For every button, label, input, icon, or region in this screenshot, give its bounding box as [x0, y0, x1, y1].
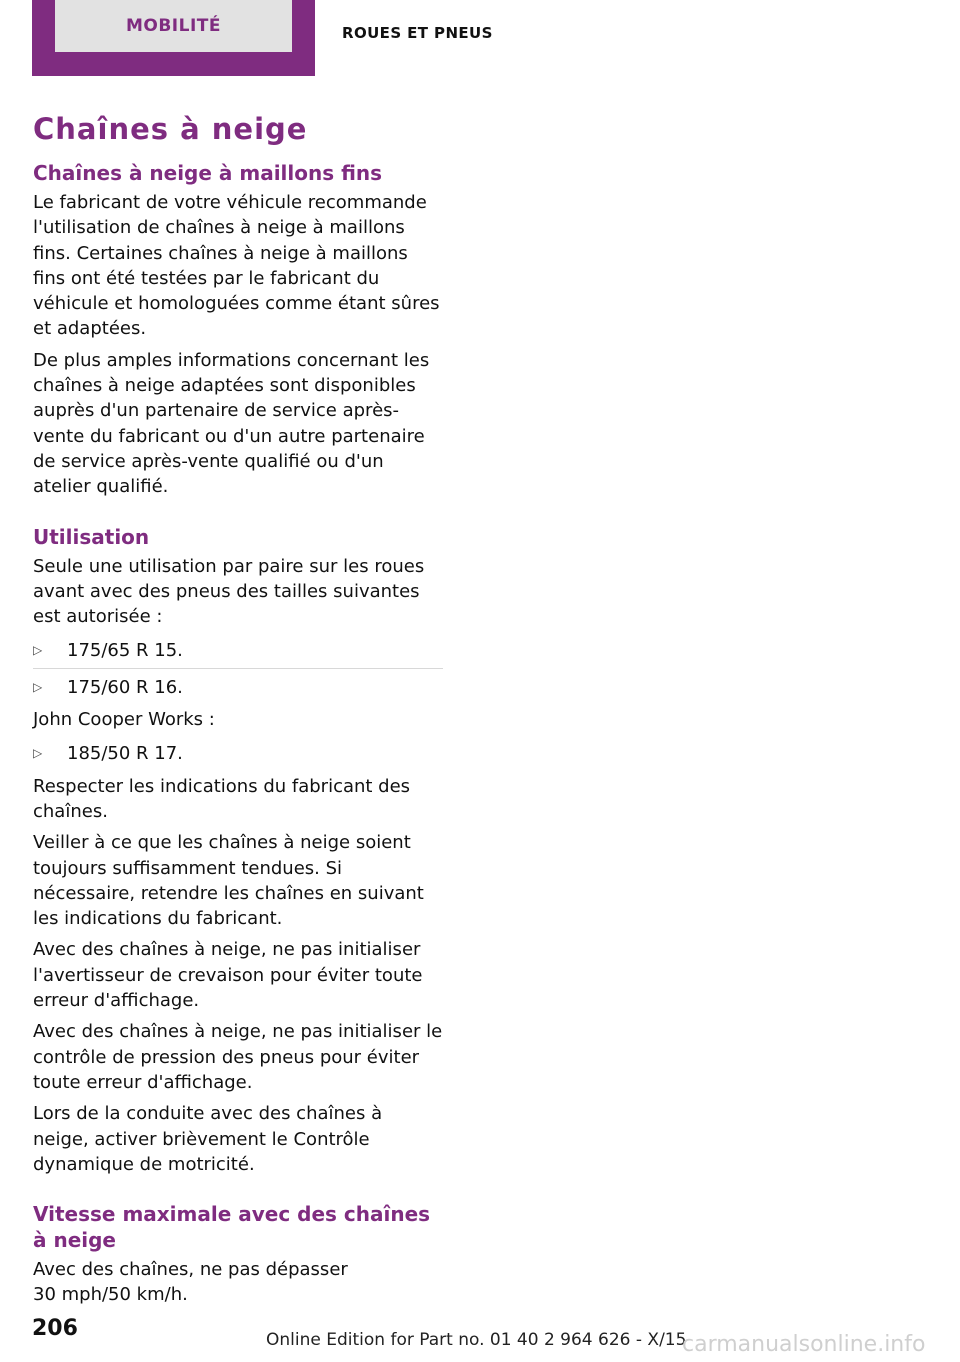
tire-size-list	[33, 635, 443, 704]
subsection-heading-max-speed: Vitesse maximale avec des chaînes à neige	[33, 1202, 431, 1253]
triangle-bullet-icon: ▷	[33, 746, 43, 761]
jcw-tire-size-list	[33, 738, 443, 770]
paragraph-recommendation: Le fabricant de votre véhicule recommande l'utilisation de chaînes à neige à maillons fins. Certaines chaînes à neige à maillons fins ont été testées par le fabricant du véhicule et homologuées comme étant sûres et adaptées.	[33, 192, 440, 340]
page-number: 206	[32, 1316, 78, 1341]
subsection-heading-usage: Utilisation	[33, 524, 150, 549]
paragraph-usage-intro: Seule une utilisation par paire sur les roues avant avec des pneus des tailles suivantes est autorisée :	[33, 555, 425, 628]
paragraph-jcw-label: John Cooper Works :	[33, 709, 215, 731]
tire-size: 175/60 R 16.	[67, 676, 183, 698]
watermark: carmanualsonline.info	[682, 1332, 926, 1357]
paragraph-max-speed	[33, 1257, 443, 1308]
list-item	[33, 635, 443, 668]
list-item	[33, 672, 443, 704]
triangle-bullet-icon: ▷	[33, 643, 43, 658]
max-speed-value: 30 mph/50 km/h.	[33, 1284, 188, 1306]
triangle-bullet-icon: ▷	[33, 679, 43, 694]
page-title: Chaînes à neige	[33, 112, 308, 146]
paragraph-traction-control: Lors de la conduite avec des chaînes à neige, activer brièvement le Contrôle dynamique de motricité.	[33, 1103, 383, 1175]
main-content	[33, 110, 443, 1314]
section-title: ROUES ET PNEUS	[342, 24, 493, 42]
edition-footer: Online Edition for Part no. 01 40 2 964 626 - X/15	[266, 1330, 687, 1350]
chapter-tab-label-box	[55, 0, 292, 52]
paragraph-more-info: De plus amples informations concernant les chaînes à neige adaptées sont disponibles auprès d'un partenaire de service après-vente du fabricant ou d'un autre partenaire de service après-vente qualifié ou d'un atelier qualifié.	[33, 349, 430, 498]
chapter-tab-label: MOBILITÉ	[125, 16, 222, 36]
max-speed-text: Avec des chaînes, ne pas dépasser	[33, 1259, 348, 1281]
tire-size: 185/50 R 17.	[67, 743, 183, 765]
paragraph-respect-manufacturer: Respecter les indications du fabricant des chaînes.	[33, 775, 411, 822]
paragraph-flat-tire-warning: Avec des chaînes à neige, ne pas initialiser l'avertisseur de crevaison pour éviter toute erreur d'affichage.	[33, 939, 423, 1012]
paragraph-tension: Veiller à ce que les chaînes à neige soient toujours suffisamment tendues. Si nécessaire, retendre les chaînes en suivant les indications du fabricant.	[33, 832, 424, 930]
paragraph-pressure-control: Avec des chaînes à neige, ne pas initialiser le contrôle de pression des pneus pour éviter toute erreur d'affichage.	[33, 1021, 443, 1093]
list-item	[33, 738, 443, 770]
chapter-tab	[32, 0, 315, 76]
subsection-heading-fine-chains: Chaînes à neige à maillons fins	[33, 161, 383, 185]
tire-size: 175/65 R 15.	[67, 640, 183, 662]
